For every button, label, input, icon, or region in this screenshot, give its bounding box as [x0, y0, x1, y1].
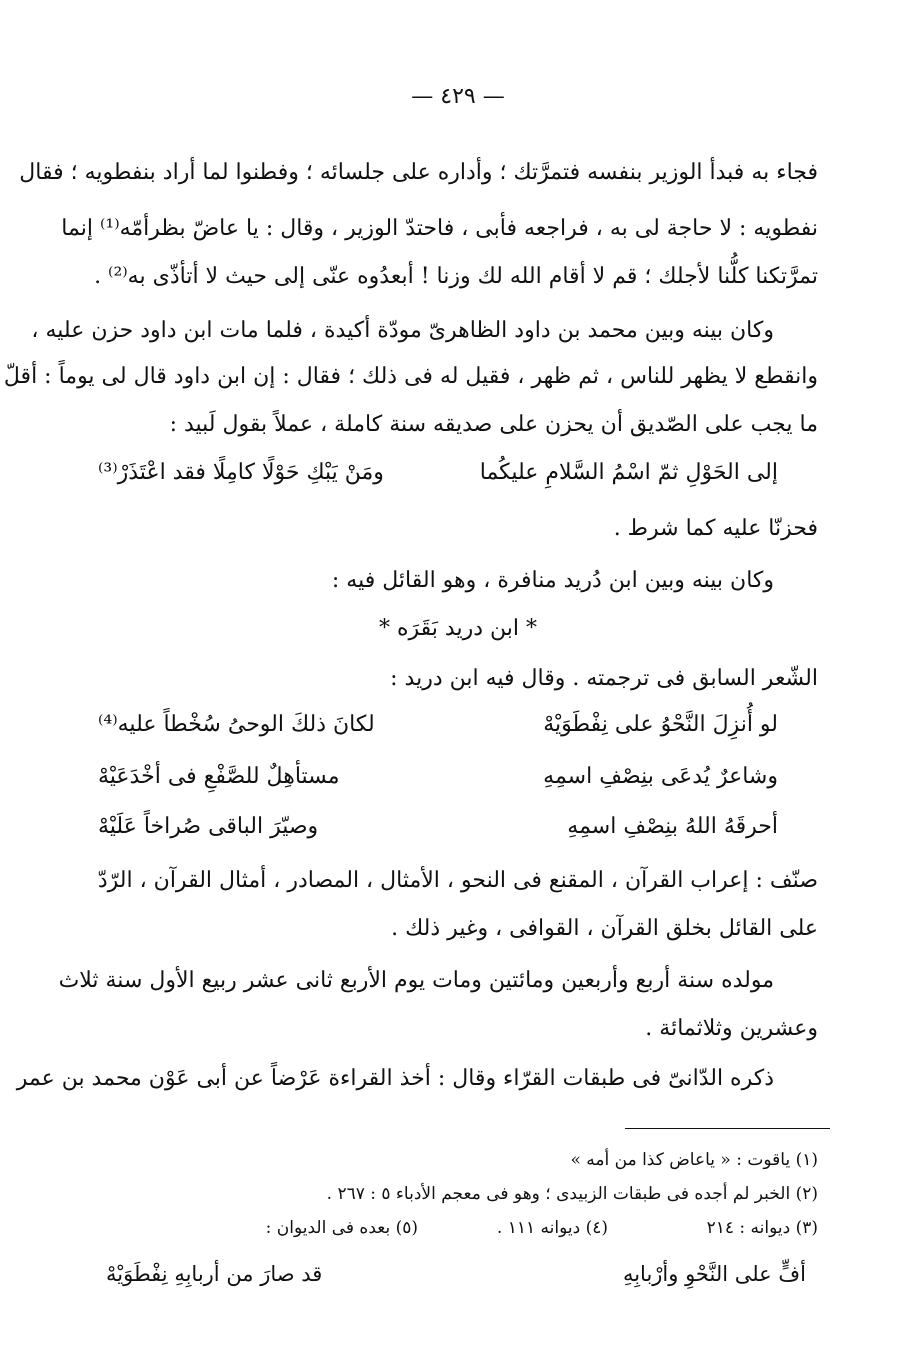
text-line: الشّعر السابق فى ترجمته . وقال فيه ابن دريد : [390, 666, 818, 691]
text-line: نفطويه : لا حاجة لى به ، فراجعه فأبى ، فاحتدّ الوزير ، وقال : يا عاضّ بظرأمّه⁽¹⁾ إنما [61, 216, 818, 241]
footnote-separator [625, 1128, 830, 1129]
text-line: فجاء به فبدأ الوزير بنفسه فتمرَّتك ؛ وأداره على جلسائه ؛ وفطنوا لما أراد بنفطويه ؛ فقال [19, 160, 818, 185]
verse-second-hemistich: مستأهِلٌ للصَّفْعِ فى أخْدَعَيْهْ [98, 764, 340, 789]
text-line: وعشرين وثلاثمائة . [645, 1016, 818, 1041]
verse-first-hemistich: وشاعرٌ يُدعَى بنِصْفِ اسمِهِ [543, 764, 778, 789]
verse-first-hemistich: أحرقَهُ اللهُ بنِصْفِ اسمِهِ [567, 814, 778, 839]
verse-line [98, 460, 818, 500]
verse-first-hemistich: لو أُنزِلَ النَّحْوُ على نِفْطَوَيْهْ [543, 712, 778, 737]
page-number: — ٤٢٩ — [411, 84, 505, 109]
text-line: مولده سنة أربع وأربعين ومائتين ومات يوم الأربع ثانى عشر ربيع الأول سنة ثلاث [58, 968, 774, 993]
footnote-row [98, 1216, 818, 1240]
footnote-4: (٤) ديوانه ١١١ . [496, 1218, 608, 1238]
verse-line [98, 712, 818, 752]
text-line: صنّف : إعراب القرآن ، المقنع فى النحو ، الأمثال ، المصادر ، أمثال القرآن ، الرّدّ [97, 868, 818, 893]
text-line: على القائل بخلق القرآن ، القوافى ، وغير ذلك . [391, 916, 818, 941]
verse-second-hemistich: ومَنْ يَبْكِ حَوْلًا كامِلًا فقد اعْتَذَرْ⁽³⁾ [98, 460, 384, 485]
text-line: ما يجب على الصّديق أن يحزن على صديقه سنة كاملة ، عملاً بقول لَبيد : [169, 412, 818, 437]
verse-first-hemistich: أفٍّ على النَّحْوِ وأرْبابِهِ [622, 1262, 806, 1286]
verse-second-hemistich: وصيّرَ الباقى صُراخاً عَلَيْهْ [98, 814, 319, 839]
verse-line [98, 814, 818, 854]
verse-first-hemistich: إلى الحَوْلِ ثمّ اسْمُ السَّلامِ عليكُما [479, 460, 778, 485]
text-line: تمرَّتكنا كلُّنا لأجلك ؛ قم لا أقام الله لك وزنا ! أبعدُوه عنّى إلى حيث لا أتأذّى به⁽²⁾ . [94, 264, 818, 289]
verse-second-hemistich: لكانَ ذلكَ الوحىُ سُخْطاً عليه⁽⁴⁾ [98, 712, 375, 737]
footnote-1: (١) ياقوت : « ياعاض كذا من أمه » [570, 1150, 818, 1170]
footnote-2: (٢) الخبر لم أجده فى طبقات الزبيدى ؛ وهو فى معجم الأدباء ٥ : ٢٦٧ . [326, 1184, 818, 1204]
text-line: وكان بينه وبين ابن دُريد منافرة ، وهو القائل فيه : [331, 568, 774, 593]
text-line: فحزنّا عليه كما شرط . [613, 516, 818, 541]
footnote-verse [106, 1262, 806, 1302]
verse-line [98, 764, 818, 804]
footnote-5: (٥) بعده فى الديوان : [265, 1218, 418, 1238]
text-line: ذكره الدّانىّ فى طبقات القرّاء وقال : أخذ القراءة عَرْضاً عن أبى عَوْن محمد بن عمر [16, 1066, 774, 1091]
quoted-hemistich: * ابن دريد بَقَرَه * [379, 616, 537, 641]
footnote-3: (٣) ديوانه : ٢١٤ [706, 1218, 818, 1238]
text-line: وكان بينه وبين محمد بن داود الظاهرىّ مودّة أكيدة ، فلما مات ابن داود حزن عليه ، [31, 318, 774, 343]
text-line: وانقطع لا يظهر للناس ، ثم ظهر ، فقيل له فى ذلك ؛ فقال : إن ابن داود قال لى يوماً : أقلّ [3, 364, 818, 389]
verse-second-hemistich: قد صارَ من أربابِهِ نِفْطَوَيْهْ [106, 1262, 323, 1286]
